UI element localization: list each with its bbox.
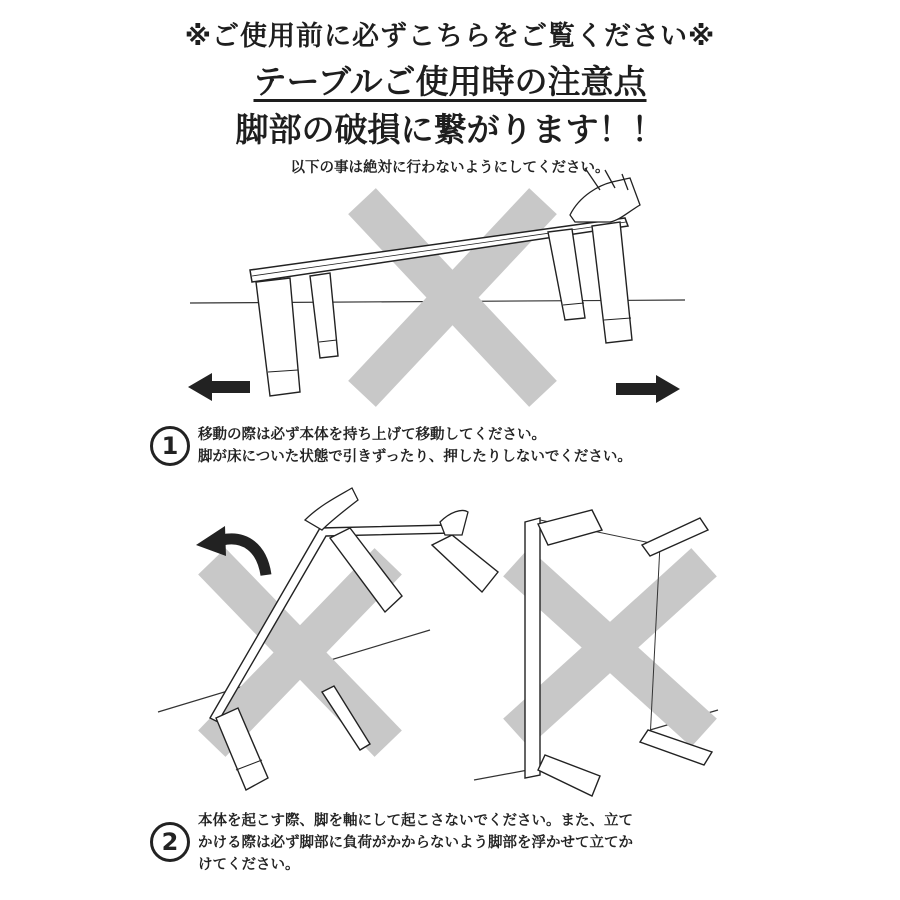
note-2-line: けてください。 [198, 857, 300, 873]
note-1 [198, 424, 738, 468]
illustration-drag [188, 168, 685, 403]
hand-icon [305, 488, 358, 530]
note-1-line: 移動の際は必ず本体を持ち上げて移動してください。 [198, 427, 546, 443]
illustration-stand [474, 510, 718, 796]
arrow-right-icon [616, 375, 680, 403]
prohibited-cross-icon [530, 575, 690, 720]
note-2-line: 本体を起こす際、脚を軸にして起こさないでください。また、立て [198, 813, 633, 829]
illustration-pivot [158, 488, 498, 790]
note-2-line: かける際は必ず脚部に負荷がかからないよう脚部を浮かせて立てか [198, 835, 633, 851]
note-2 [198, 810, 738, 876]
warning-banner: ※ご使用前に必ずこちらをご覧ください※ [184, 21, 716, 52]
arrow-left-icon [188, 373, 250, 401]
note-1-line: 脚が床についた状態で引きずったり、押したりしないでください。 [198, 449, 632, 465]
step-number-1: 1 [150, 426, 190, 466]
hand-icon [440, 510, 468, 535]
step-number-2: 2 [150, 822, 190, 862]
hand-icon [570, 168, 640, 222]
page-subtitle: 脚部の破損に繋がります！！ [235, 110, 665, 149]
intro-text: 以下の事は絶対に行わないようにしてください。 [290, 160, 610, 176]
page-title-text: テーブルご使用時の注意点 [253, 62, 647, 101]
